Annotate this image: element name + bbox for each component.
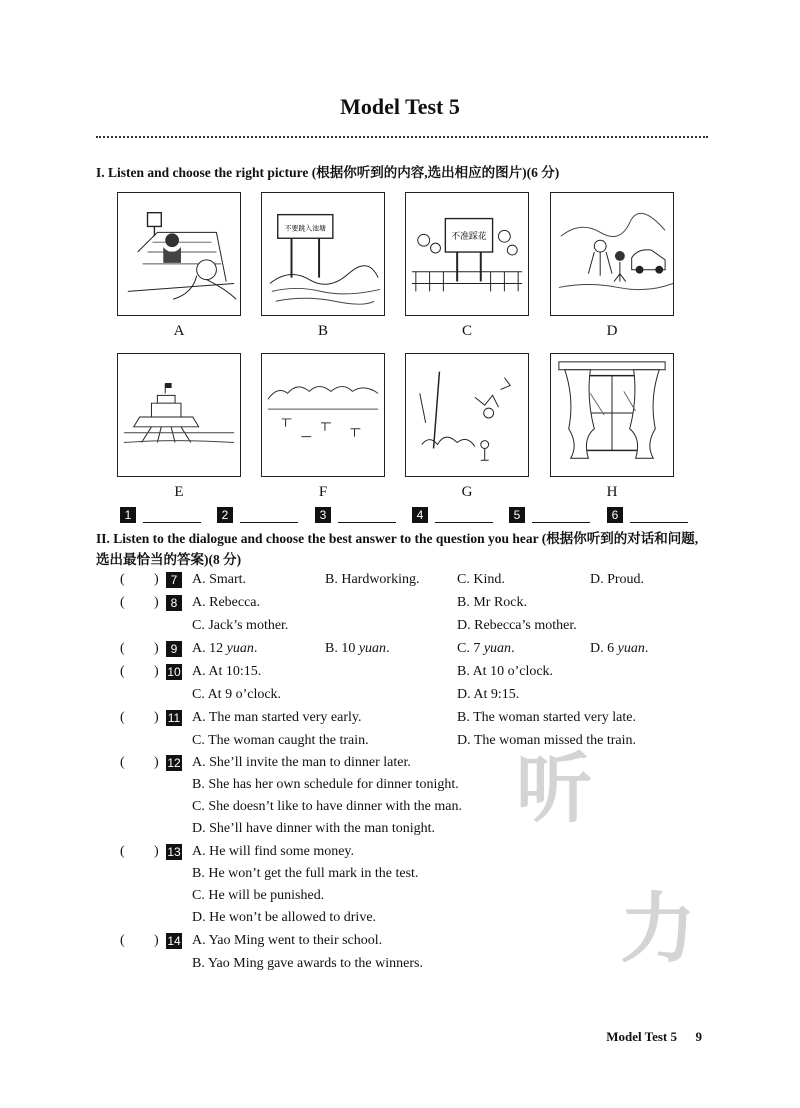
picture-label-e: E	[174, 484, 184, 500]
option-b: B. The woman started very late.	[457, 710, 636, 725]
option-a: A. 12 yuan.	[192, 641, 258, 656]
option-d: D. 6 yuan.	[590, 641, 649, 656]
option-a: A. Smart.	[192, 572, 247, 587]
answer-paren-open[interactable]: (	[120, 664, 125, 679]
option-c: C. He will be punished.	[192, 888, 325, 903]
option-b: B. She has her own schedule for dinner tonight.	[192, 777, 459, 792]
page-number: 9	[695, 1029, 702, 1044]
option-d: D. Rebecca’s mother.	[457, 618, 577, 633]
option-b: B. Yao Ming gave awards to the winners.	[192, 956, 423, 971]
answer-paren-close: )	[154, 595, 159, 610]
answer-paren-open[interactable]: (	[120, 572, 125, 587]
question-number: 12	[167, 756, 181, 770]
picture-label-f: F	[318, 484, 328, 500]
option-d: D. At 9:15.	[457, 687, 520, 702]
answer-paren-close: )	[154, 844, 159, 859]
question-13-b	[96, 864, 716, 886]
page-footer	[606, 1029, 702, 1045]
answer-blank[interactable]	[435, 508, 493, 523]
option-c: C. The woman caught the train.	[192, 733, 369, 748]
answer-blank[interactable]	[338, 508, 396, 523]
picture-label-h: H	[606, 484, 618, 500]
picture-e	[117, 353, 241, 477]
answer-number: 6	[607, 507, 623, 523]
question-11-cont	[96, 731, 716, 753]
question-13-c	[96, 886, 716, 908]
answer-blank[interactable]	[532, 508, 590, 523]
question-10	[96, 662, 716, 684]
page-title: Model Test 5	[340, 94, 460, 119]
watermark-char: 力	[620, 884, 696, 973]
answer-paren-close: )	[154, 572, 159, 587]
dotted-divider	[96, 136, 708, 138]
section2-heading: II. Listen to the dialogue and choose the best answer to the question you hear (根据你听到的对话和问题,选出最恰当的答案)(8 分)	[96, 531, 699, 567]
question-12-b	[96, 775, 716, 797]
question-13	[96, 842, 716, 864]
option-b: B. At 10 o’clock.	[457, 664, 554, 679]
question-number: 10	[167, 665, 181, 679]
picture-label-b: B	[317, 323, 328, 339]
answer-paren-open[interactable]: (	[120, 933, 125, 948]
picture-label-d: D	[606, 323, 618, 339]
picture-b	[261, 192, 385, 316]
question-7	[96, 570, 716, 592]
answer-paren-close: )	[154, 664, 159, 679]
option-a: A. Yao Ming went to their school.	[192, 933, 383, 948]
option-c: C. She doesn’t like to have dinner with the man.	[192, 799, 462, 814]
question-8-cont	[96, 616, 716, 638]
question-10-cont	[96, 685, 716, 707]
section1-heading: I. Listen and choose the right picture (根据你听到的内容,选出相应的图片)(6 分)	[96, 165, 560, 180]
picture-label-c: C	[461, 323, 472, 339]
question-number: 9	[166, 641, 182, 657]
option-a: A. At 10:15.	[192, 664, 262, 679]
picture-h	[550, 353, 674, 477]
question-12-c	[96, 797, 716, 819]
answer-number: 5	[509, 507, 525, 523]
answer-paren-open[interactable]: (	[120, 755, 125, 770]
answer-number: 4	[412, 507, 428, 523]
sign-c-text: 不准踩花	[451, 232, 487, 243]
option-c: C. Jack’s mother.	[192, 618, 289, 633]
option-d: D. She’ll have dinner with the man tonight.	[192, 821, 436, 836]
option-c: C. 7 yuan.	[457, 641, 515, 656]
question-number: 7	[166, 572, 182, 588]
option-a: A. The man started very early.	[192, 710, 362, 725]
answer-blank[interactable]	[240, 508, 298, 523]
option-a: A. He will find some money.	[192, 844, 355, 859]
question-9	[96, 639, 716, 661]
question-12	[96, 753, 716, 775]
picture-label-g: G	[461, 484, 473, 500]
option-b: B. He won’t get the full mark in the test.	[192, 866, 419, 881]
question-12-d	[96, 819, 716, 841]
sign-b-text: 不要跳入池塘	[284, 224, 326, 233]
answer-paren-close: )	[154, 710, 159, 725]
answer-blank[interactable]	[143, 508, 201, 523]
picture-g	[405, 353, 529, 477]
option-d: D. Proud.	[590, 572, 645, 587]
answer-blank[interactable]	[630, 508, 688, 523]
footer-label: Model Test 5	[606, 1029, 677, 1044]
option-c: C. Kind.	[457, 572, 505, 587]
option-d: D. The woman missed the train.	[457, 733, 636, 748]
question-number: 13	[167, 845, 181, 859]
question-number: 8	[166, 595, 182, 611]
answer-paren-close: )	[154, 755, 159, 770]
option-d: D. He won’t be allowed to drive.	[192, 910, 377, 925]
watermark-char: 听	[516, 744, 592, 833]
answer-paren-close: )	[154, 641, 159, 656]
picture-d	[550, 192, 674, 316]
picture-c	[405, 192, 529, 316]
question-number: 14	[167, 934, 181, 948]
answer-number: 3	[315, 507, 331, 523]
answer-paren-open[interactable]: (	[120, 710, 125, 725]
question-number: 11	[167, 711, 181, 725]
question-13-d	[96, 908, 716, 930]
answer-paren-open[interactable]: (	[120, 844, 125, 859]
option-a: A. She’ll invite the man to dinner later.	[192, 755, 411, 770]
picture-label-a: A	[173, 323, 185, 339]
answer-paren-open[interactable]: (	[120, 595, 125, 610]
question-14	[96, 931, 716, 953]
answer-number: 2	[217, 507, 233, 523]
question-8	[96, 593, 716, 615]
question-11	[96, 708, 716, 730]
answer-number: 1	[120, 507, 136, 523]
option-b: B. Mr Rock.	[457, 595, 527, 610]
picture-f	[261, 353, 385, 477]
picture-a	[117, 192, 241, 316]
answer-paren-open[interactable]: (	[120, 641, 125, 656]
option-b: B. 10 yuan.	[325, 641, 390, 656]
option-b: B. Hardworking.	[325, 572, 420, 587]
option-a: A. Rebecca.	[192, 595, 261, 610]
question-14-b	[96, 954, 716, 976]
option-c: C. At 9 o’clock.	[192, 687, 282, 702]
answer-paren-close: )	[154, 933, 159, 948]
